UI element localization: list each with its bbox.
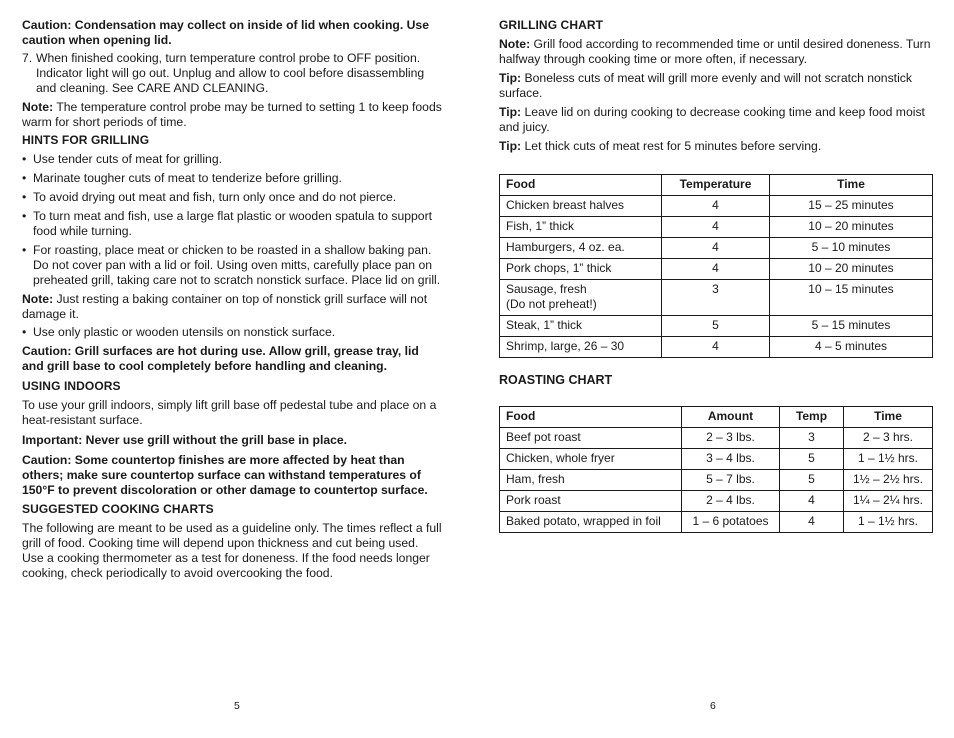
table-cell: 4 xyxy=(662,238,770,259)
table-cell: Fish, 1” thick xyxy=(500,217,662,238)
tip-label: Tip: xyxy=(499,71,522,85)
table-cell: Pork chops, 1” thick xyxy=(500,259,662,280)
hints-list-2 xyxy=(22,325,442,340)
table-cell: 1¼ – 2¼ hrs. xyxy=(844,491,933,512)
page-number-left: 5 xyxy=(234,700,240,712)
table-cell: 5 xyxy=(662,316,770,337)
note-label: Note: xyxy=(499,37,531,51)
note-baking-container xyxy=(22,292,442,322)
table-cell: 5 – 15 minutes xyxy=(770,316,933,337)
tip-lid xyxy=(499,105,933,135)
table-cell: Chicken, whole fryer xyxy=(500,449,682,470)
step-7 xyxy=(22,51,442,96)
table-cell: 2 – 4 lbs. xyxy=(682,491,780,512)
table-cell: 4 xyxy=(780,491,844,512)
table-cell: 5 xyxy=(780,470,844,491)
tip-boneless xyxy=(499,71,933,101)
table-row xyxy=(500,238,933,259)
table-cell: 1 – 1½ hrs. xyxy=(844,449,933,470)
table-row xyxy=(500,280,933,316)
table-cell: 10 – 20 minutes xyxy=(770,259,933,280)
column-header: Temperature xyxy=(662,175,770,196)
table-cell: Pork roast xyxy=(500,491,682,512)
table-cell: 3 xyxy=(662,280,770,316)
table-row xyxy=(500,316,933,337)
table-cell: 4 xyxy=(662,217,770,238)
table-row xyxy=(500,491,933,512)
hint-item: • Use tender cuts of meat for grilling. xyxy=(22,152,442,167)
table-cell: 5 – 7 lbs. xyxy=(682,470,780,491)
table-cell: 5 xyxy=(780,449,844,470)
caution-lid: Caution: Condensation may collect on inside of lid when cooking. Use caution when opening lid. xyxy=(22,18,429,47)
table-cell: Steak, 1” thick xyxy=(500,316,662,337)
table-header-row xyxy=(500,407,933,428)
caution-countertop: Caution: Some countertop finishes are more affected by heat than others; make sure countertop surface can withstand temperatures of 150°F to prevent discoloration or other damage to countertop surface. xyxy=(22,453,428,497)
grilling-chart-header: GRILLING CHART xyxy=(499,18,604,32)
tip-rest xyxy=(499,139,933,154)
grilling-note xyxy=(499,37,933,67)
sausage-note: (Do not preheat!) xyxy=(506,297,597,311)
column-header: Time xyxy=(844,407,933,428)
note-label: Note: xyxy=(22,292,54,306)
table-cell: 4 xyxy=(780,512,844,533)
hint-item: • For roasting, place meat or chicken to be roasted in a shallow baking pan. Do not cover pan with a lid or foil. Using oven mitts, carefully place pan on preheated grill, taking care not to scratch nonstick surface. Place lid on grill. xyxy=(22,243,442,288)
tip-text: Leave lid on during cooking to decrease cooking time and keep food moist and juicy. xyxy=(499,105,925,134)
step-7-text: When finished cooking, turn temperature control probe to OFF position. Indicator light will go out. Unplug and allow to cool before disassembling and cleaning. See CARE AND CLEANING. xyxy=(36,51,425,95)
note-label: Note: xyxy=(22,100,54,114)
suggested-charts-text: The following are meant to be used as a guideline only. The times reflect a full grill of food. Cooking time will depend upon thickness and cut being used. Use a cooking thermometer as a test for doneness. If the food needs longer cooking, check periodically to avoid overcooking the food. xyxy=(22,521,442,580)
note-text: The temperature control probe may be turned to setting 1 to keep foods warm for short periods of time. xyxy=(22,100,442,129)
table-header-row xyxy=(500,175,933,196)
column-header: Time xyxy=(770,175,933,196)
table-cell: Baked potato, wrapped in foil xyxy=(500,512,682,533)
note-text: Just resting a baking container on top of nonstick grill surface will not damage it. xyxy=(22,292,428,321)
table-cell: Chicken breast halves xyxy=(500,196,662,217)
table-cell: Hamburgers, 4 oz. ea. xyxy=(500,238,662,259)
table-row xyxy=(500,337,933,358)
important-grill-base: Important: Never use grill without the grill base in place. xyxy=(22,433,348,447)
table-row xyxy=(500,196,933,217)
table-cell xyxy=(500,280,662,316)
caution-grill-hot: Caution: Grill surfaces are hot during use. Allow grill, grease tray, lid and grill base to cool completely before handling and cleaning. xyxy=(22,344,419,373)
suggested-charts-header: SUGGESTED COOKING CHARTS xyxy=(22,502,214,516)
table-row xyxy=(500,217,933,238)
column-header: Amount xyxy=(682,407,780,428)
hint-item: • To avoid drying out meat and fish, turn only once and do not pierce. xyxy=(22,190,442,205)
table-cell: 1 – 1½ hrs. xyxy=(844,512,933,533)
table-cell: Shrimp, large, 26 – 30 xyxy=(500,337,662,358)
using-indoors-text: To use your grill indoors, simply lift grill base off pedestal tube and place on a heat-resistant surface. xyxy=(22,398,437,427)
right-page-column xyxy=(499,18,933,533)
table-cell: 4 xyxy=(662,259,770,280)
grilling-table xyxy=(499,174,933,358)
table-cell: 3 xyxy=(780,428,844,449)
left-page-column xyxy=(22,18,442,584)
table-cell: 15 – 25 minutes xyxy=(770,196,933,217)
tip-label: Tip: xyxy=(499,105,522,119)
table-cell: 4 – 5 minutes xyxy=(770,337,933,358)
table-cell: 1½ – 2½ hrs. xyxy=(844,470,933,491)
table-row xyxy=(500,259,933,280)
roasting-chart-header: ROASTING CHART xyxy=(499,373,613,387)
table-cell: 3 – 4 lbs. xyxy=(682,449,780,470)
step-7-number: 7. xyxy=(22,51,33,65)
table-cell: 4 xyxy=(662,196,770,217)
table-cell: 10 – 15 minutes xyxy=(770,280,933,316)
hint-item: • To turn meat and fish, use a large flat plastic or wooden spatula to support food while turning. xyxy=(22,209,442,239)
hints-list xyxy=(22,152,442,288)
table-cell: 2 – 3 lbs. xyxy=(682,428,780,449)
note-text: Grill food according to recommended time or until desired doneness. Turn halfway through cooking time or more often, if necessary. xyxy=(499,37,931,66)
hint-item: • Marinate tougher cuts of meat to tenderize before grilling. xyxy=(22,171,442,186)
table-cell: Beef pot roast xyxy=(500,428,682,449)
note-probe xyxy=(22,100,442,130)
tip-text: Let thick cuts of meat rest for 5 minutes before serving. xyxy=(521,139,822,153)
tip-label: Tip: xyxy=(499,139,522,153)
table-cell: 5 – 10 minutes xyxy=(770,238,933,259)
sausage-label: Sausage, fresh xyxy=(506,282,587,296)
page-number-right: 6 xyxy=(710,700,716,712)
table-cell: 4 xyxy=(662,337,770,358)
table-row xyxy=(500,470,933,491)
column-header: Food xyxy=(500,407,682,428)
hints-header: HINTS FOR GRILLING xyxy=(22,133,150,147)
hint-item: • Use only plastic or wooden utensils on nonstick surface. xyxy=(22,325,442,340)
tip-text: Boneless cuts of meat will grill more evenly and will not scratch nonstick surface. xyxy=(499,71,912,100)
table-cell: Ham, fresh xyxy=(500,470,682,491)
column-header: Food xyxy=(500,175,662,196)
using-indoors-header: USING INDOORS xyxy=(22,379,121,393)
column-header: Temp xyxy=(780,407,844,428)
table-cell: 2 – 3 hrs. xyxy=(844,428,933,449)
table-row xyxy=(500,428,933,449)
table-row xyxy=(500,449,933,470)
table-row xyxy=(500,512,933,533)
table-cell: 10 – 20 minutes xyxy=(770,217,933,238)
table-cell: 1 – 6 potatoes xyxy=(682,512,780,533)
roasting-table xyxy=(499,406,933,533)
